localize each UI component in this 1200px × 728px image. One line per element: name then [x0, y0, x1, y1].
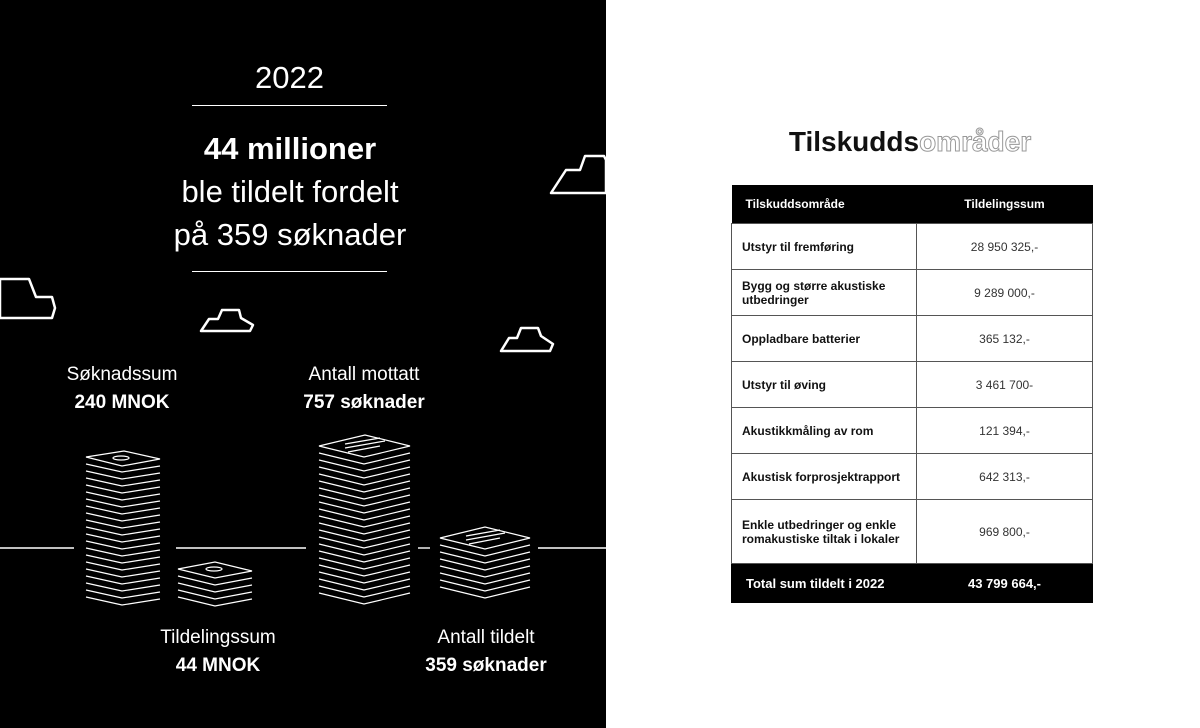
stat-received-label: Antall mottatt — [308, 364, 420, 385]
headline-line-2: ble tildelt fordelt — [181, 174, 399, 209]
table-row — [732, 500, 1093, 564]
year-label: 2022 — [255, 60, 324, 95]
paper-stack-granted-sum — [178, 562, 252, 606]
cloud-icon — [551, 156, 606, 193]
table-row — [732, 224, 1093, 270]
total-amount: 43 799 664,- — [917, 564, 1093, 603]
headline-amount: 44 millioner — [203, 131, 377, 166]
stat-received-value: 757 søknader — [303, 392, 425, 413]
paper-stack-received — [319, 435, 410, 604]
amount-cell: 3 461 700- — [917, 362, 1093, 408]
table-row — [732, 316, 1093, 362]
amount-cell: 28 950 325,- — [917, 224, 1093, 270]
grant-areas-title — [760, 126, 1060, 158]
amount-cell: 365 132,- — [917, 316, 1093, 362]
title-outline-part: områder — [919, 126, 1032, 157]
area-cell: Utstyr til fremføring — [732, 224, 917, 270]
column-header-amount: Tildelingssum — [917, 185, 1093, 224]
stat-granted-count-value: 359 søknader — [425, 655, 547, 676]
stat-applied-label: Søknadssum — [66, 364, 178, 385]
paper-stack-applied — [86, 451, 160, 605]
title-bold-part: Tilskudds — [788, 126, 920, 157]
area-cell: Akustikkmåling av rom — [732, 408, 917, 454]
paper-stack-granted-count — [440, 527, 530, 598]
table-row — [732, 362, 1093, 408]
cloud-icon — [201, 310, 253, 331]
amount-cell: 969 800,- — [917, 500, 1093, 564]
table-row — [732, 454, 1093, 500]
headline-line-3: på 359 søknader — [173, 217, 407, 252]
area-cell: Oppladbare batterier — [732, 316, 917, 362]
cloud-icon — [501, 328, 553, 351]
stat-granted-sum-label: Tildelingssum — [160, 627, 276, 648]
cloud-icon — [0, 279, 55, 318]
stat-granted-sum-value: 44 MNOK — [175, 655, 261, 676]
table-row — [732, 408, 1093, 454]
amount-cell: 642 313,- — [917, 454, 1093, 500]
total-label: Total sum tildelt i 2022 — [732, 564, 917, 603]
area-cell: Enkle utbedringer og enkle romakustiske tiltak i lokaler — [732, 500, 917, 564]
amount-cell: 121 394,- — [917, 408, 1093, 454]
table-header-row — [732, 185, 1093, 224]
stat-granted-count-label: Antall tildelt — [437, 627, 535, 648]
area-cell: Utstyr til øving — [732, 362, 917, 408]
stat-applied-value: 240 MNOK — [74, 392, 170, 413]
table-row — [732, 270, 1093, 316]
area-cell: Akustisk forprosjektrapport — [732, 454, 917, 500]
grant-areas-table — [731, 185, 1093, 603]
total-row — [732, 564, 1093, 603]
column-header-area: Tilskuddsområde — [732, 185, 917, 224]
area-cell: Bygg og større akustiske utbedringer — [732, 270, 917, 316]
amount-cell: 9 289 000,- — [917, 270, 1093, 316]
